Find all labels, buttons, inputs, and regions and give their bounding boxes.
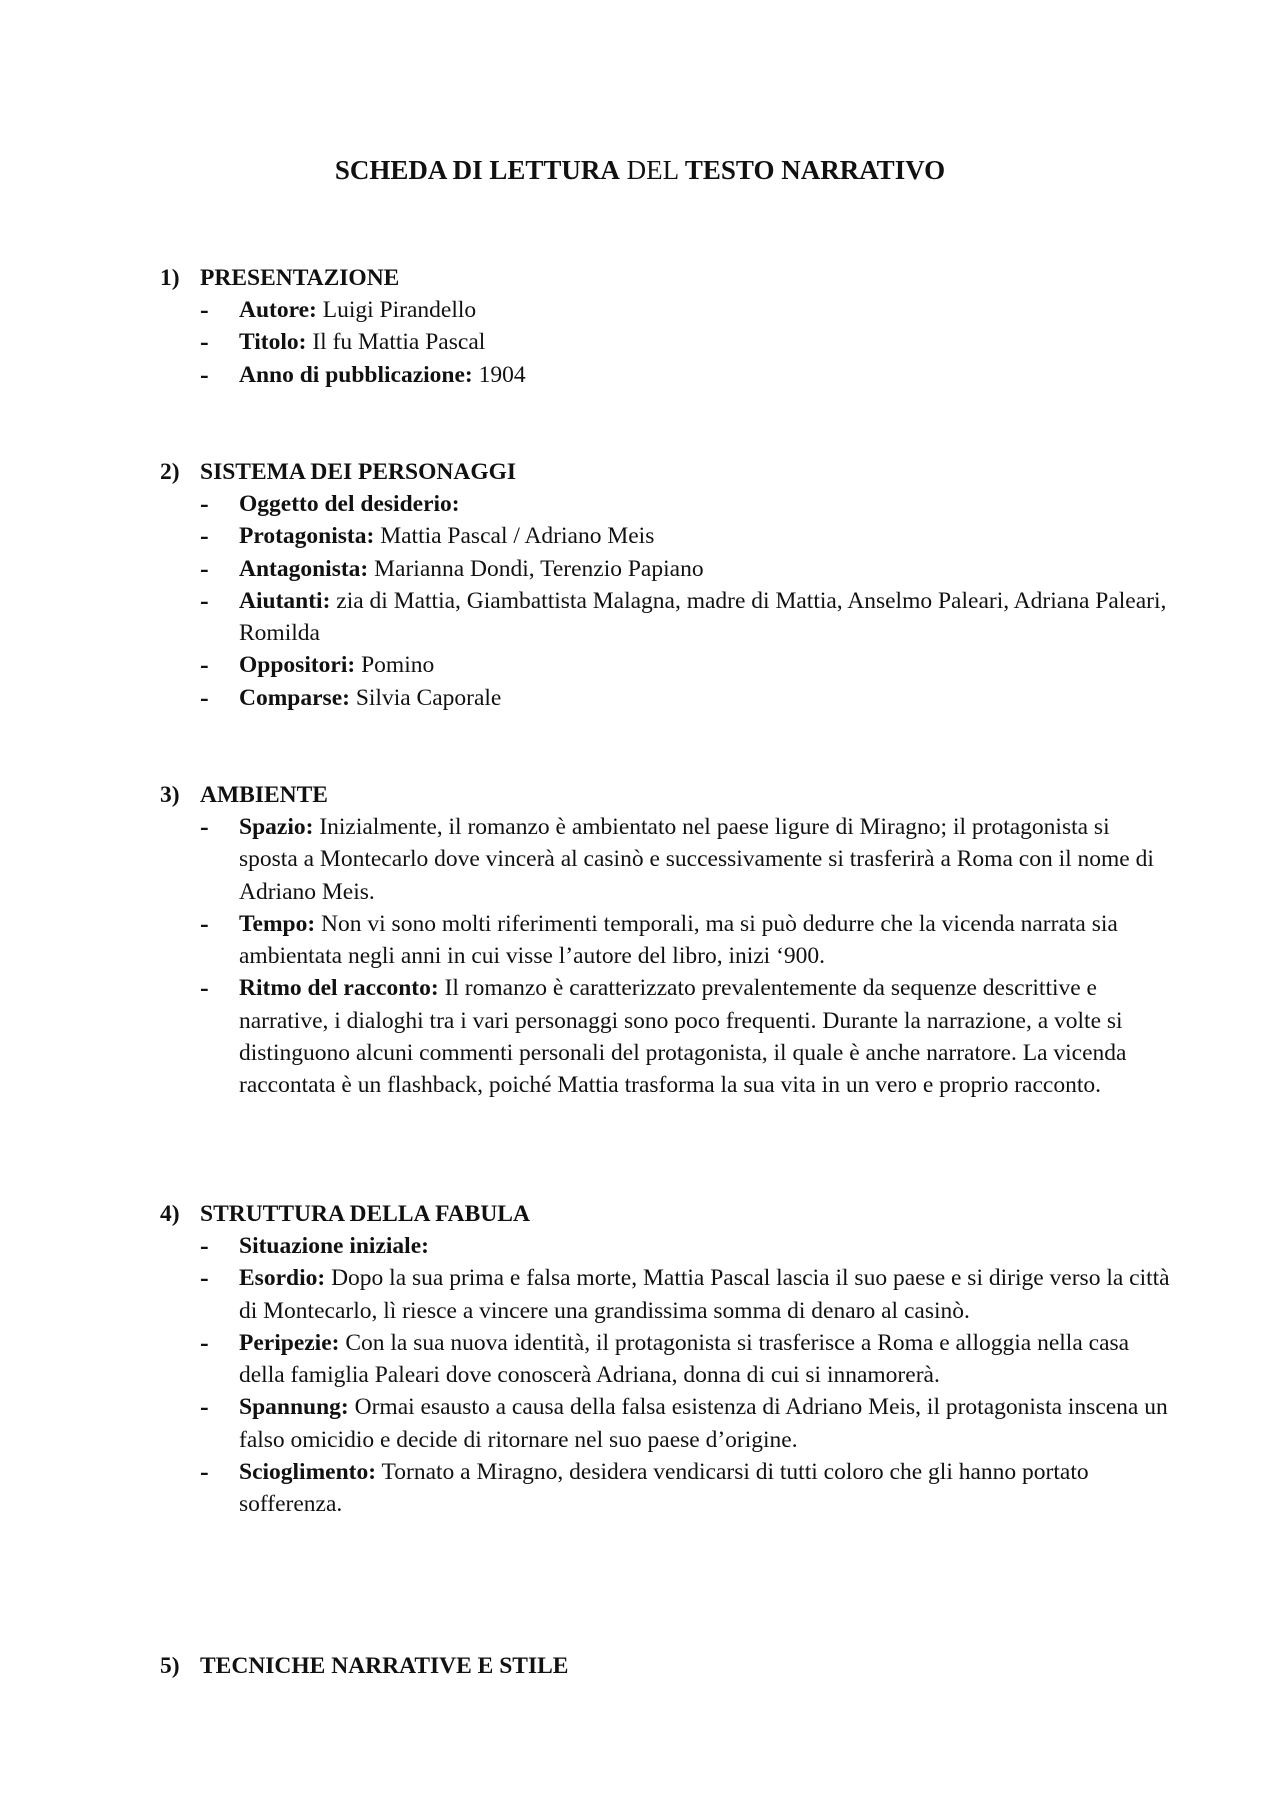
item-label: Tempo: [239,910,316,937]
dash-bullet-icon: - [200,973,209,1003]
list-item [200,811,1170,908]
list-item [200,585,1170,650]
list-item [200,1262,1170,1327]
dash-bullet-icon: - [200,1327,209,1357]
section-heading [160,779,1170,811]
item-label: Spazio: [239,814,314,840]
item-label: Aiutanti: [239,587,331,614]
item-text: Ormai esausto a causa della falsa esistenza di Adriano Meis, il protagonista inscena un falso omicidio e decide di ritornare nel suo paese d’origine. [239,1394,1168,1453]
dash-bullet-icon: - [200,812,209,841]
item-text: Tornato a Miragno, desidera vendicarsi di tutti coloro che gli hanno portato sofferenza. [239,1459,1089,1518]
list-item [200,1327,1170,1392]
list-item [200,1456,1170,1521]
item-text: Il fu Mattia Pascal [306,329,486,356]
section-title: STRUTTURA DELLA FABULA [200,1201,530,1227]
section-number: 4) [160,1201,180,1227]
dash-bullet-icon: - [200,489,209,518]
section-title: PRESENTAZIONE [200,265,400,291]
item-text: Pomino [355,652,435,679]
list-item [200,1391,1170,1456]
item-label: Oggetto del desiderio: [239,491,460,517]
item-label: Titolo: [239,329,307,356]
list-item [200,294,1170,326]
dash-bullet-icon: - [200,1392,209,1422]
item-label: Peripezie: [239,1329,340,1356]
dash-bullet-icon: - [200,327,209,357]
list-item [200,649,1170,681]
item-label: Protagonista: [239,523,375,550]
section-number: 2) [160,459,180,485]
item-text: Inizialmente, il romanzo è ambientato nel paese ligure di Miragno; il protagonista si sposta a Montecarlo dove vincerà al casinò e successivamente si trasferirà a Roma con il nome di Adriano Meis. [239,814,1154,905]
dash-bullet-icon: - [200,908,209,938]
title-part-1: SCHEDA DI LETTURA [334,155,620,185]
section-number: 5) [160,1653,180,1679]
section-title: TECNICHE NARRATIVE E STILE [200,1653,569,1679]
item-label: Situazione iniziale: [239,1233,429,1259]
item-text: Dopo la sua prima e falsa morte, Mattia Pascal lascia il suo paese e si dirige verso la città di Montecarlo, lì riesce a vincere una grandissima somma di denaro al casinò. [239,1265,1170,1324]
list-item [200,682,1170,714]
item-text: Luigi Pirandello [316,297,477,323]
section-heading [160,1650,1170,1682]
item-text: Con la sua nuova identità, il protagonista si trasferisce a Roma e alloggia nella casa della famiglia Paleari dove conoscerà Adriana, donna di cui si innamorerà. [239,1329,1130,1389]
item-text: zia di Mattia, Giambattista Malagna, madre di Mattia, Anselmo Paleari, Adriana Paleari, Romilda [239,587,1167,647]
section-sistema-personaggi [160,456,1170,714]
title-part-2: DEL [619,155,685,185]
section-struttura-fabula [160,1198,1170,1521]
dash-bullet-icon: - [200,295,209,324]
item-label: Autore: [239,297,317,323]
item-label: Anno di pubblicazione: [239,361,473,388]
item-text: Non vi sono molti riferimenti temporali, ma si può dedurre che la vicenda narrata sia ambientata negli anni in cui visse l’autore del libro, inizi ‘900. [239,910,1118,970]
item-label: Esordio: [239,1265,326,1292]
item-label: Ritmo del racconto: [239,975,439,1002]
section-heading [160,456,1170,488]
section-title: SISTEMA DEI PERSONAGGI [200,459,517,485]
document-title [0,153,1280,187]
item-list [160,811,1170,1102]
item-text: Mattia Pascal / Adriano Meis [374,523,655,550]
section-heading [160,262,1170,294]
list-item [200,488,1170,520]
list-item [200,326,1170,358]
item-list [160,1230,1170,1521]
item-list [160,488,1170,714]
dash-bullet-icon: - [200,585,209,615]
item-label: Antagonista: [239,555,369,582]
section-number: 1) [160,265,180,291]
item-text: 1904 [472,361,526,388]
item-label: Oppositori: [239,652,356,679]
section-ambiente [160,779,1170,1102]
list-item [200,553,1170,585]
item-text: Marianna Dondi, Terenzio Papiano [368,555,704,582]
dash-bullet-icon: - [200,1263,209,1293]
list-item [200,520,1170,552]
item-text: Silvia Caporale [349,684,502,711]
dash-bullet-icon: - [200,553,209,583]
dash-bullet-icon: - [200,1457,209,1487]
dash-bullet-icon: - [200,650,209,680]
list-item [200,972,1170,1101]
title-part-3: TESTO NARRATIVO [684,155,946,185]
dash-bullet-icon: - [200,1231,209,1260]
dash-bullet-icon: - [200,521,209,551]
section-heading [160,1198,1170,1230]
list-item [200,1230,1170,1262]
dash-bullet-icon: - [200,682,209,712]
item-list [160,294,1170,391]
list-item [200,908,1170,973]
section-tecniche-narrative [160,1650,1170,1682]
section-title: AMBIENTE [200,782,328,808]
dash-bullet-icon: - [200,359,209,389]
item-label: Comparse: [239,684,350,711]
item-text: Il romanzo è caratterizzato prevalentemente da sequenze descrittive e narrative, i dialoghi tra i vari personaggi sono poco frequenti. Durante la narrazione, a volte si distinguono alcuni commenti personali del protagonista, il quale è anche narratore. La vicenda raccontata è un flashback, poiché Mattia trasforma la sua vita in un vero e proprio racconto. [239,975,1127,1099]
section-presentazione [160,262,1170,391]
section-number: 3) [160,782,180,808]
item-label: Scioglimento: [239,1459,377,1486]
item-label: Spannung: [239,1394,349,1421]
list-item [200,359,1170,391]
